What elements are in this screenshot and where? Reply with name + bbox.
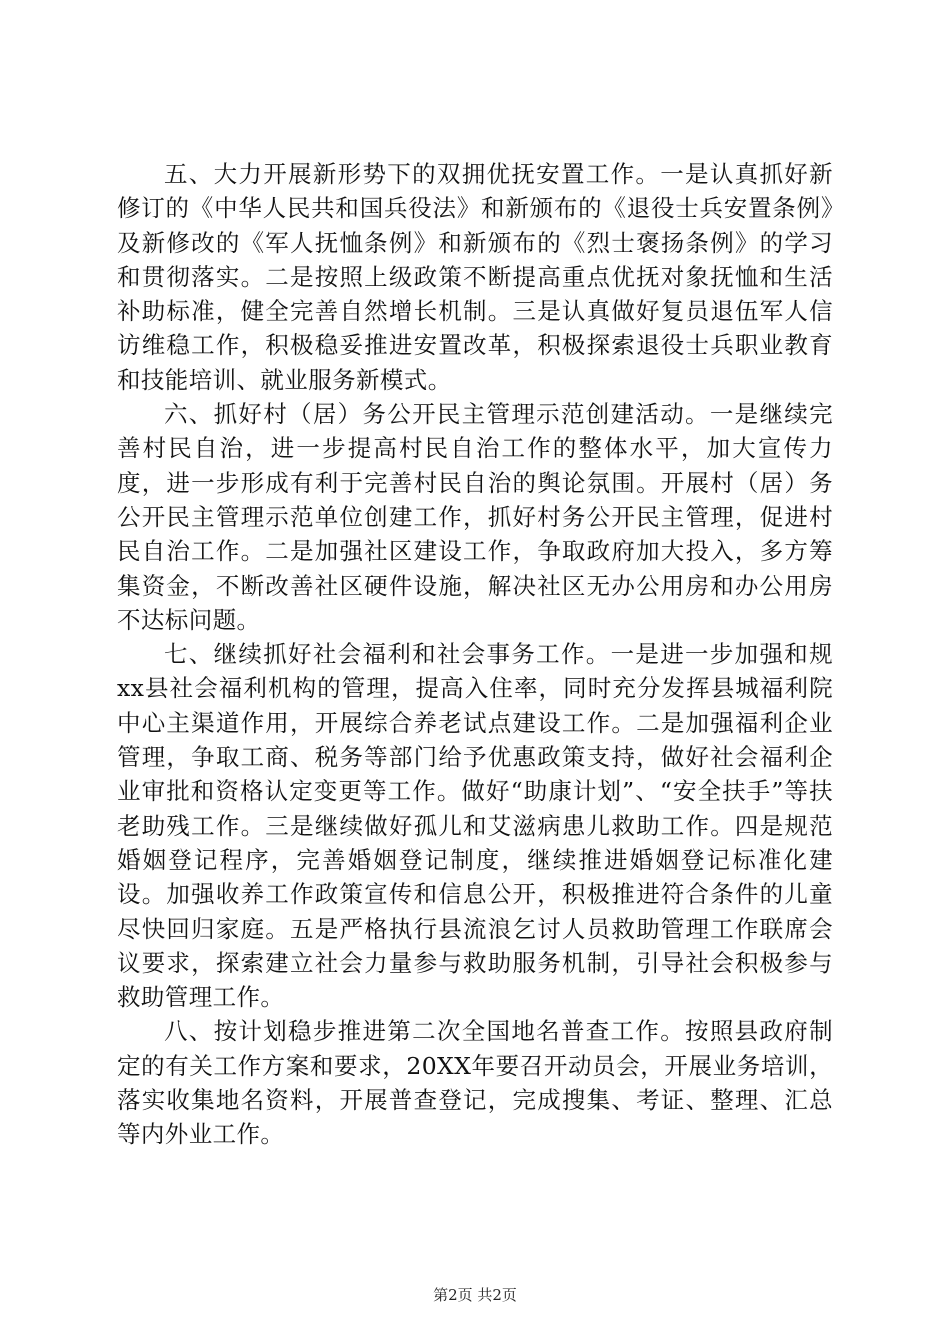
document-body (117, 157, 833, 1152)
paragraph-section-six: 六、抓好村（居）务公开民主管理示范创建活动。一是继续完善村民自治，进一步提高村民自治工作的整体水平，加大宣传力度，进一步形成有利于完善村民自治的舆论氛围。开展村（居）务公开民主管理示范单位创建工作，抓好村务公开民主管理，促进村民自治工作。二是加强社区建设工作，争取政府加大投入，多方筹集资金，不断改善社区硬件设施，解决社区无办公用房和办公用房不达标问题。 (117, 400, 833, 634)
paragraph-section-eight: 八、按计划稳步推进第二次全国地名普查工作。按照县政府制定的有关工作方案和要求，20XX年要召开动员会，开展业务培训，落实收集地名资料，开展普查登记，完成搜集、考证、整理、汇总等内外业工作。 (117, 1017, 833, 1149)
paragraph-section-five: 五、大力开展新形势下的双拥优抚安置工作。一是认真抓好新修订的《中华人民共和国兵役法》和新颁布的《退役士兵安置条例》及新修改的《军人抚恤条例》和新颁布的《烈士褒扬条例》的学习和贯彻落实。二是按照上级政策不断提高重点优抚对象抚恤和生活补助标准，健全完善自然增长机制。三是认真做好复员退伍军人信访维稳工作，积极稳妥推进安置改革，积极探索退役士兵职业教育和技能培训、就业服务新模式。 (117, 160, 833, 394)
paragraph-section-seven: 七、继续抓好社会福利和社会事务工作。一是进一步加强和规xx县社会福利机构的管理，提高入住率，同时充分发挥县城福利院中心主渠道作用，开展综合养老试点建设工作。二是加强福利企业管理，争取工商、税务等部门给予优惠政策支持，做好社会福利企业审批和资格认定变更等工作。做好“助康计划”、“安全扶手”等扶老助残工作。三是继续做好孤儿和艾滋病患儿救助工作。四是规范婚姻登记程序，完善婚姻登记制度，继续推进婚姻登记标准化建设。加强收养工作政策宣传和信息公开，积极推进符合条件的儿童尽快回归家庭。五是严格执行县流浪乞讨人员救助管理工作联席会议要求，探索建立社会力量参与救助服务机制，引导社会积极参与救助管理工作。 (117, 640, 833, 1012)
page-number-footer: 第2页 共2页 (433, 1286, 517, 1304)
